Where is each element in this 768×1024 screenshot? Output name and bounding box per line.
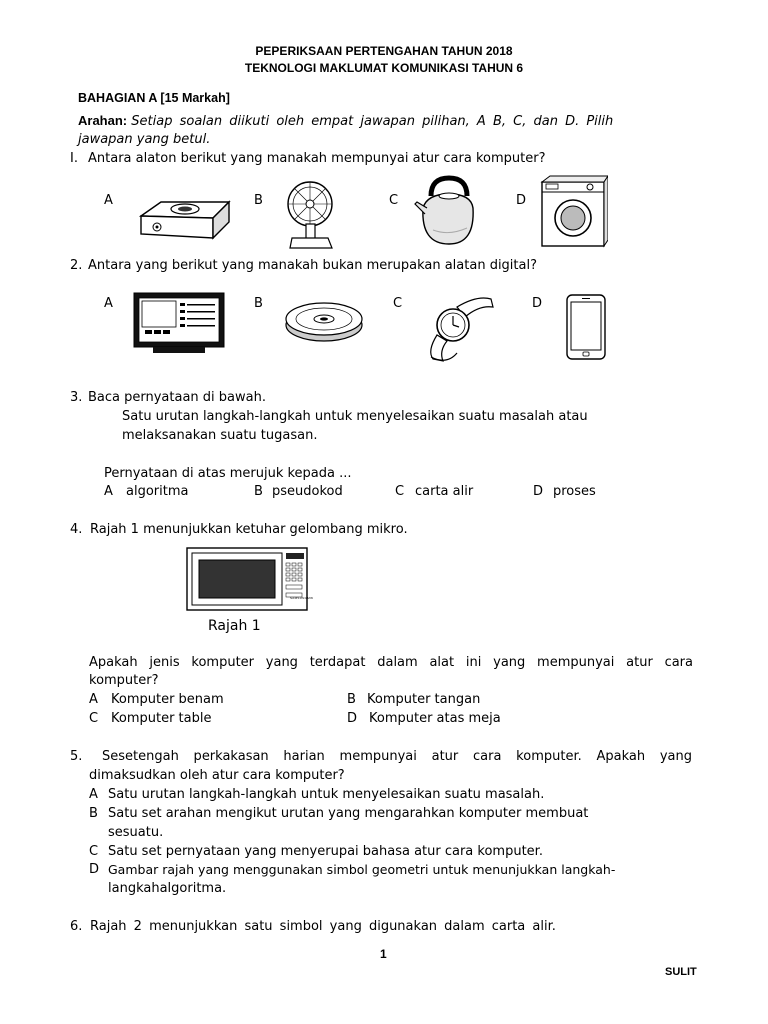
- q5-option-c-text: Satu set pernyataan yang menyerupai bahasa atur cara komputer.: [108, 844, 543, 859]
- wristwatch-icon: [417, 291, 495, 363]
- instruction-line1: Setiap soalan diikuti oleh empat jawapan pilihan, A B, C, dan D. Pilih: [131, 114, 614, 129]
- q3-option-c-letter: C: [395, 484, 405, 499]
- q3-option-a-letter: A: [104, 484, 113, 499]
- q4-question-line2: komputer?: [89, 673, 159, 688]
- microwave-brand: SAMSUNGMW: [290, 596, 314, 600]
- q4-option-c-letter: C: [89, 711, 99, 726]
- q5-option-d-text: Gambar rajah yang menggunakan simbol geometri untuk menunjukkan langkah-: [108, 862, 616, 877]
- q2-option-c-label: C: [393, 296, 403, 311]
- washing-machine-icon: [540, 174, 608, 248]
- electric-fan-icon: [280, 178, 340, 250]
- exam-subject: TEKNOLOGI MAKLUMAT KOMUNIKASI TAHUN 6: [244, 61, 524, 75]
- q2-option-d-label: D: [532, 296, 543, 311]
- q5-number: 5.: [70, 749, 83, 764]
- figure1-caption: Rajah 1: [208, 618, 261, 634]
- q1-option-a-label: A: [104, 193, 113, 208]
- q4-option-d-text: Komputer atas meja: [369, 711, 501, 726]
- q4-option-b-letter: B: [347, 692, 356, 707]
- classification-label: SULIT: [665, 966, 697, 978]
- q2-number: 2.: [70, 258, 83, 273]
- q3-statement-line2: melaksanakan suatu tugasan.: [122, 428, 318, 443]
- q3-option-d-letter: D: [533, 484, 544, 499]
- q1-option-d-label: D: [516, 193, 527, 208]
- q5-text-line2: dimaksudkan oleh atur cara komputer?: [89, 768, 345, 783]
- q5-option-c-letter: C: [89, 844, 99, 859]
- q3-option-c-text: carta alir: [415, 484, 474, 499]
- gas-stove-icon: [133, 196, 233, 244]
- instruction-label: Arahan: [78, 113, 123, 128]
- compact-disc-icon: [284, 297, 364, 343]
- q4-number: 4.: [70, 522, 83, 537]
- q1-text: Antara alaton berikut yang manakah mempunyai atur cara komputer?: [88, 151, 546, 166]
- q3-option-b-letter: B: [254, 484, 263, 499]
- q5-option-a-text: Satu urutan langkah-langkah untuk menyelesaikan suatu masalah.: [108, 787, 545, 802]
- smartphone-icon: [566, 294, 606, 360]
- q3-number: 3.: [70, 390, 83, 405]
- q4-question-line1: Apakah jenis komputer yang terdapat dalam alat ini yang mempunyai atur cara: [89, 655, 693, 670]
- kettle-icon: [413, 174, 479, 248]
- q3-question: Pernyataan di atas merujuk kepada ...: [104, 466, 352, 481]
- q1-option-c-label: C: [389, 193, 399, 208]
- instruction-colon: :: [122, 113, 128, 128]
- exam-title: PEPERIKSAAN PERTENGAHAN TAHUN 2018: [255, 44, 513, 58]
- q5-option-b-letter: B: [89, 806, 98, 821]
- q5-option-a-letter: A: [89, 787, 98, 802]
- microwave-oven-icon: [186, 547, 310, 613]
- q4-text: Rajah 1 menunjukkan ketuhar gelombang mikro.: [90, 522, 408, 537]
- q2-option-b-label: B: [254, 296, 263, 311]
- q2-option-a-label: A: [104, 296, 113, 311]
- q4-option-c-text: Komputer table: [111, 711, 212, 726]
- q6-text: Rajah 2 menunjukkan satu simbol yang digunakan dalam carta alir.: [90, 919, 556, 934]
- section-title: BAHAGIAN A [15 Markah]: [78, 91, 230, 105]
- q3-option-a-text: algoritma: [126, 484, 189, 499]
- q1-number: I.: [70, 151, 78, 166]
- q4-option-a-letter: A: [89, 692, 98, 707]
- instruction-line2: jawapan yang betul.: [78, 132, 211, 147]
- q5-option-b-text-cont: sesuatu.: [108, 825, 164, 840]
- q3-statement-line1: Satu urutan langkah-langkah untuk menyelesaikan suatu masalah atau: [122, 409, 588, 424]
- q3-option-d-text: proses: [553, 484, 596, 499]
- q1-option-b-label: B: [254, 193, 263, 208]
- q5-option-d-text-cont: langkahalgoritma.: [108, 881, 227, 896]
- q5-text-line1: Sesetengah perkakasan harian mempunyai atur cara komputer. Apakah yang: [102, 749, 692, 764]
- q3-text: Baca pernyataan di bawah.: [88, 390, 266, 405]
- q3-option-b-text: pseudokod: [272, 484, 343, 499]
- q4-option-b-text: Komputer tangan: [367, 692, 481, 707]
- instruction: [78, 113, 690, 129]
- page-number: 1: [380, 947, 387, 961]
- q2-text: Antara yang berikut yang manakah bukan merupakan alatan digital?: [88, 258, 537, 273]
- q5-option-b-text: Satu set arahan mengikut urutan yang mengarahkan komputer membuat: [108, 806, 589, 821]
- q4-option-a-text: Komputer benam: [111, 692, 224, 707]
- television-icon: [133, 291, 225, 355]
- q4-option-d-letter: D: [347, 711, 358, 726]
- q6-number: 6.: [70, 919, 83, 934]
- q5-option-d-letter: D: [89, 862, 100, 877]
